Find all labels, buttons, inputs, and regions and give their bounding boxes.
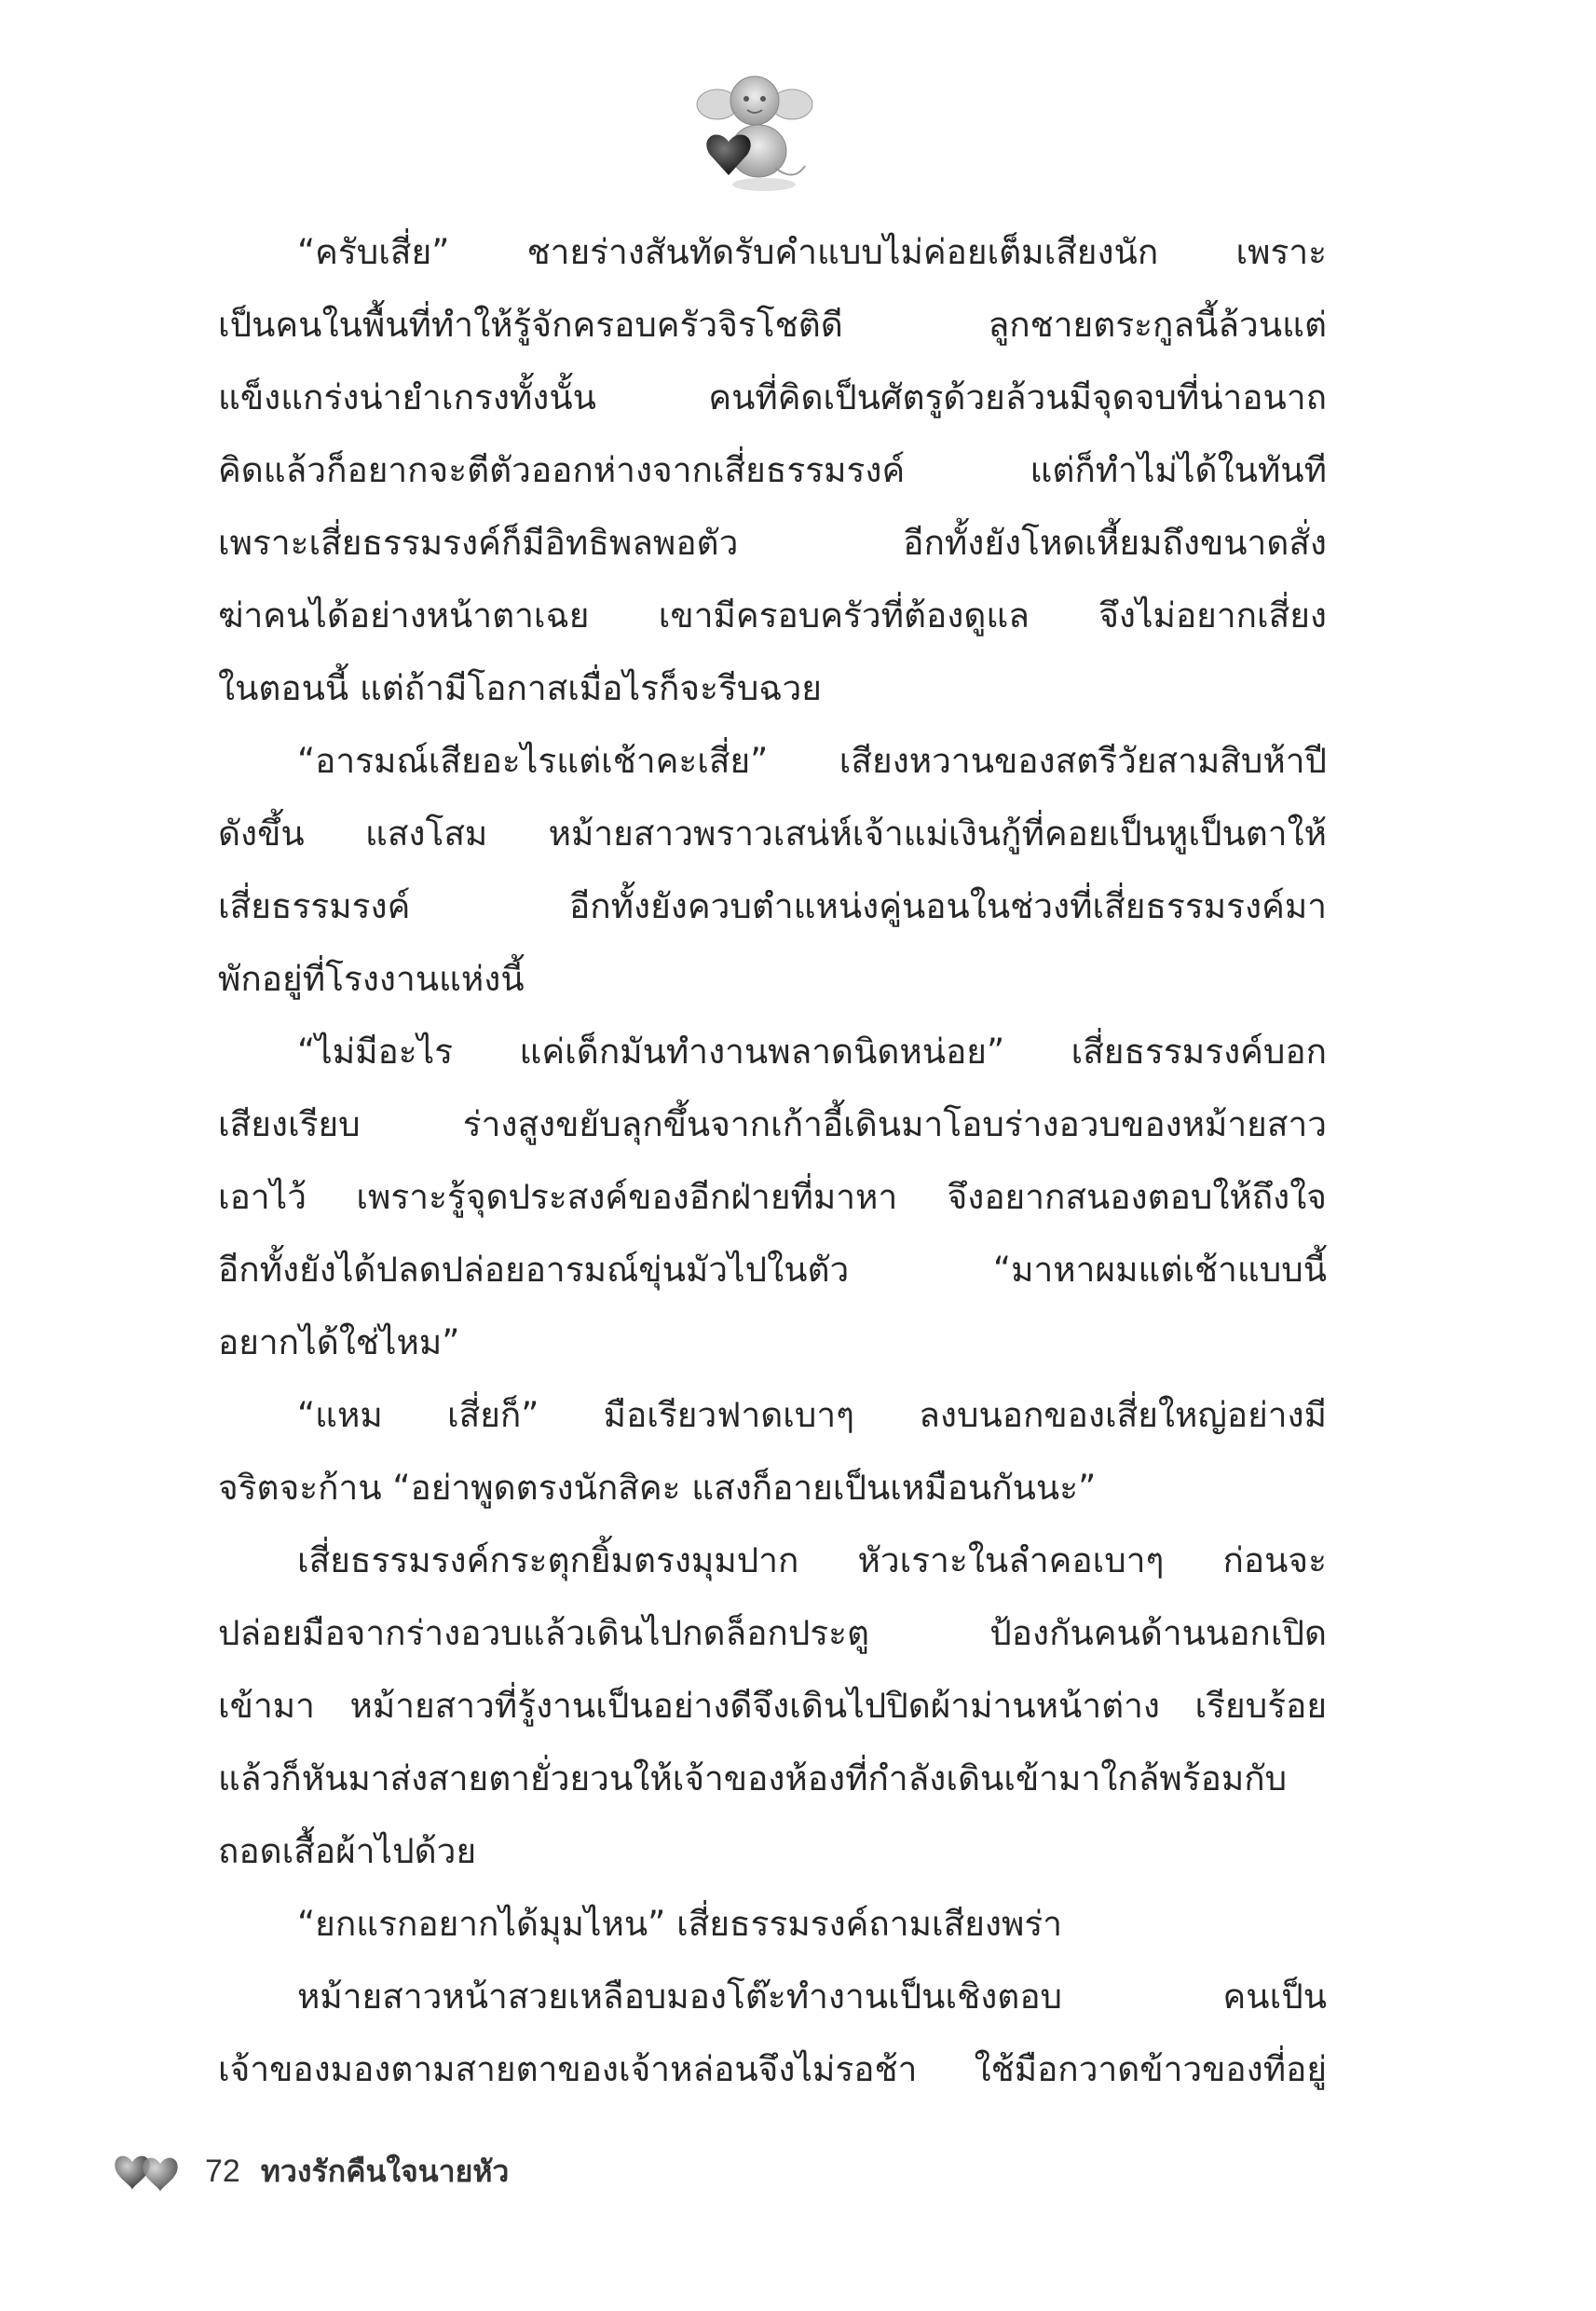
text-line: “ยกแรกอยากได้มุมไหน” เสี่ยธรรมรงค์ถามเสียงพร่า [297,1904,1062,1944]
text-line: ถอดเสื้อผ้าไปด้วย [218,1831,477,1871]
text-line: พักอยู่ที่โรงงานแห่งนี้ [218,959,525,999]
text-line: อยากได้ใช่ไหม” [218,1322,460,1362]
text-line: เสี่ยธรรมรงค์ อีกทั้งยังควบตำแหน่งคู่นอนในช่วงที่เสี่ยธรรมรงค์มา [218,886,1327,926]
text-line: เข้ามา หม้ายสาวที่รู้งานเป็นอย่างดีจึงเดินไปปิดผ้าม่านหน้าต่าง เรียบร้อย [218,1686,1327,1726]
text-line: “แหม เสี่ยก็” มือเรียวฟาดเบาๆ ลงบนอกของเสี่ยใหญ่อย่างมี [297,1395,1327,1435]
cupid-holding-heart-icon [689,65,820,196]
text-line: เพราะเสี่ยธรรมรงค์ก็มีอิทธิพลพอตัว อีกทั้งยังโหดเหี้ยมถึงขนาดสั่ง [218,523,1327,563]
text-line: ปล่อยมือจากร่างอวบแล้วเดินไปกดล็อกประตู ป้องกันคนด้านนอกเปิด [218,1613,1327,1653]
text-line: เสี่ยธรรมรงค์กระตุกยิ้มตรงมุมปาก หัวเราะในลำคอเบาๆ ก่อนจะ [297,1540,1327,1580]
text-line: จริตจะก้าน “อย่าพูดตรงนักสิคะ แสงก็อายเป็นเหมือนกันนะ” [218,1468,1097,1508]
double-hearts-icon [112,2145,186,2197]
text-line: “ครับเสี่ย” ชายร่างสันทัดรับคำแบบไม่ค่อยเต็มเสียงนัก เพราะ [297,232,1327,272]
text-line: เอาไว้ เพราะรู้จุดประสงค์ของอีกฝ่ายที่มาหา จึงอยากสนองตอบให้ถึงใจ [218,1177,1327,1217]
text-line: เจ้าของมองตามสายตาของเจ้าหล่อนจึงไม่รอช้า ใช้มือกวาดข้าวของที่อยู่ [218,2049,1327,2089]
text-line: ดังขึ้น แสงโสม หม้ายสาวพราวเสน่ห์เจ้าแม่เงินกู้ที่คอยเป็นหูเป็นตาให้ [218,814,1327,854]
text-line: หม้ายสาวหน้าสวยเหลือบมองโต๊ะทำงานเป็นเชิงตอบ คนเป็น [297,1976,1327,2017]
text-line: “อารมณ์เสียอะไรแต่เช้าคะเสี่ย” เสียงหวานของสตรีวัยสามสิบห้าปี [297,741,1327,781]
text-line: คิดแล้วก็อยากจะตีตัวออกห่างจากเสี่ยธรรมรงค์ แต่ก็ทำไม่ได้ในทันที [218,450,1327,490]
page-footer [112,2143,509,2199]
text-line: แล้วก็หันมาส่งสายตายั่วยวนให้เจ้าของห้องที่กำลังเดินเข้ามาใกล้พร้อมกับ [218,1758,1288,1798]
page-number: 72 [205,2153,240,2189]
text-line: ในตอนนี้ แต่ถ้ามีโอกาสเมื่อไรก็จะรีบฉวย [218,668,822,708]
text-line: ฆ่าคนได้อย่างหน้าตาเฉย เขามีครอบครัวที่ต้องดูแล จึงไม่อยากเสี่ยง [218,595,1327,636]
text-line: เป็นคนในพื้นที่ทำให้รู้จักครอบครัวจิรโชติดี ลูกชายตระกูลนี้ล้วนแต่ [218,305,1327,345]
text-line: “ไม่มีอะไร แค่เด็กมันทำงานพลาดนิดหน่อย” เสี่ยธรรมรงค์บอก [297,1032,1327,1072]
text-line: อีกทั้งยังได้ปลดปล่อยอารมณ์ขุ่นมัวไปในตัว “มาหาผมแต่เช้าแบบนี้ [218,1250,1327,1290]
story-text [218,216,1327,2106]
text-line: เสียงเรียบ ร่างสูงขยับลุกขึ้นจากเก้าอี้เดินมาโอบร่างอวบของหม้ายสาว [218,1104,1327,1144]
book-title: ทวงรักคืนใจนายหัว [260,2153,510,2189]
text-line: แข็งแกร่งน่ายำเกรงทั้งนั้น คนที่คิดเป็นศัตรูด้วยล้วนมีจุดจบที่น่าอนาถ [218,377,1327,417]
